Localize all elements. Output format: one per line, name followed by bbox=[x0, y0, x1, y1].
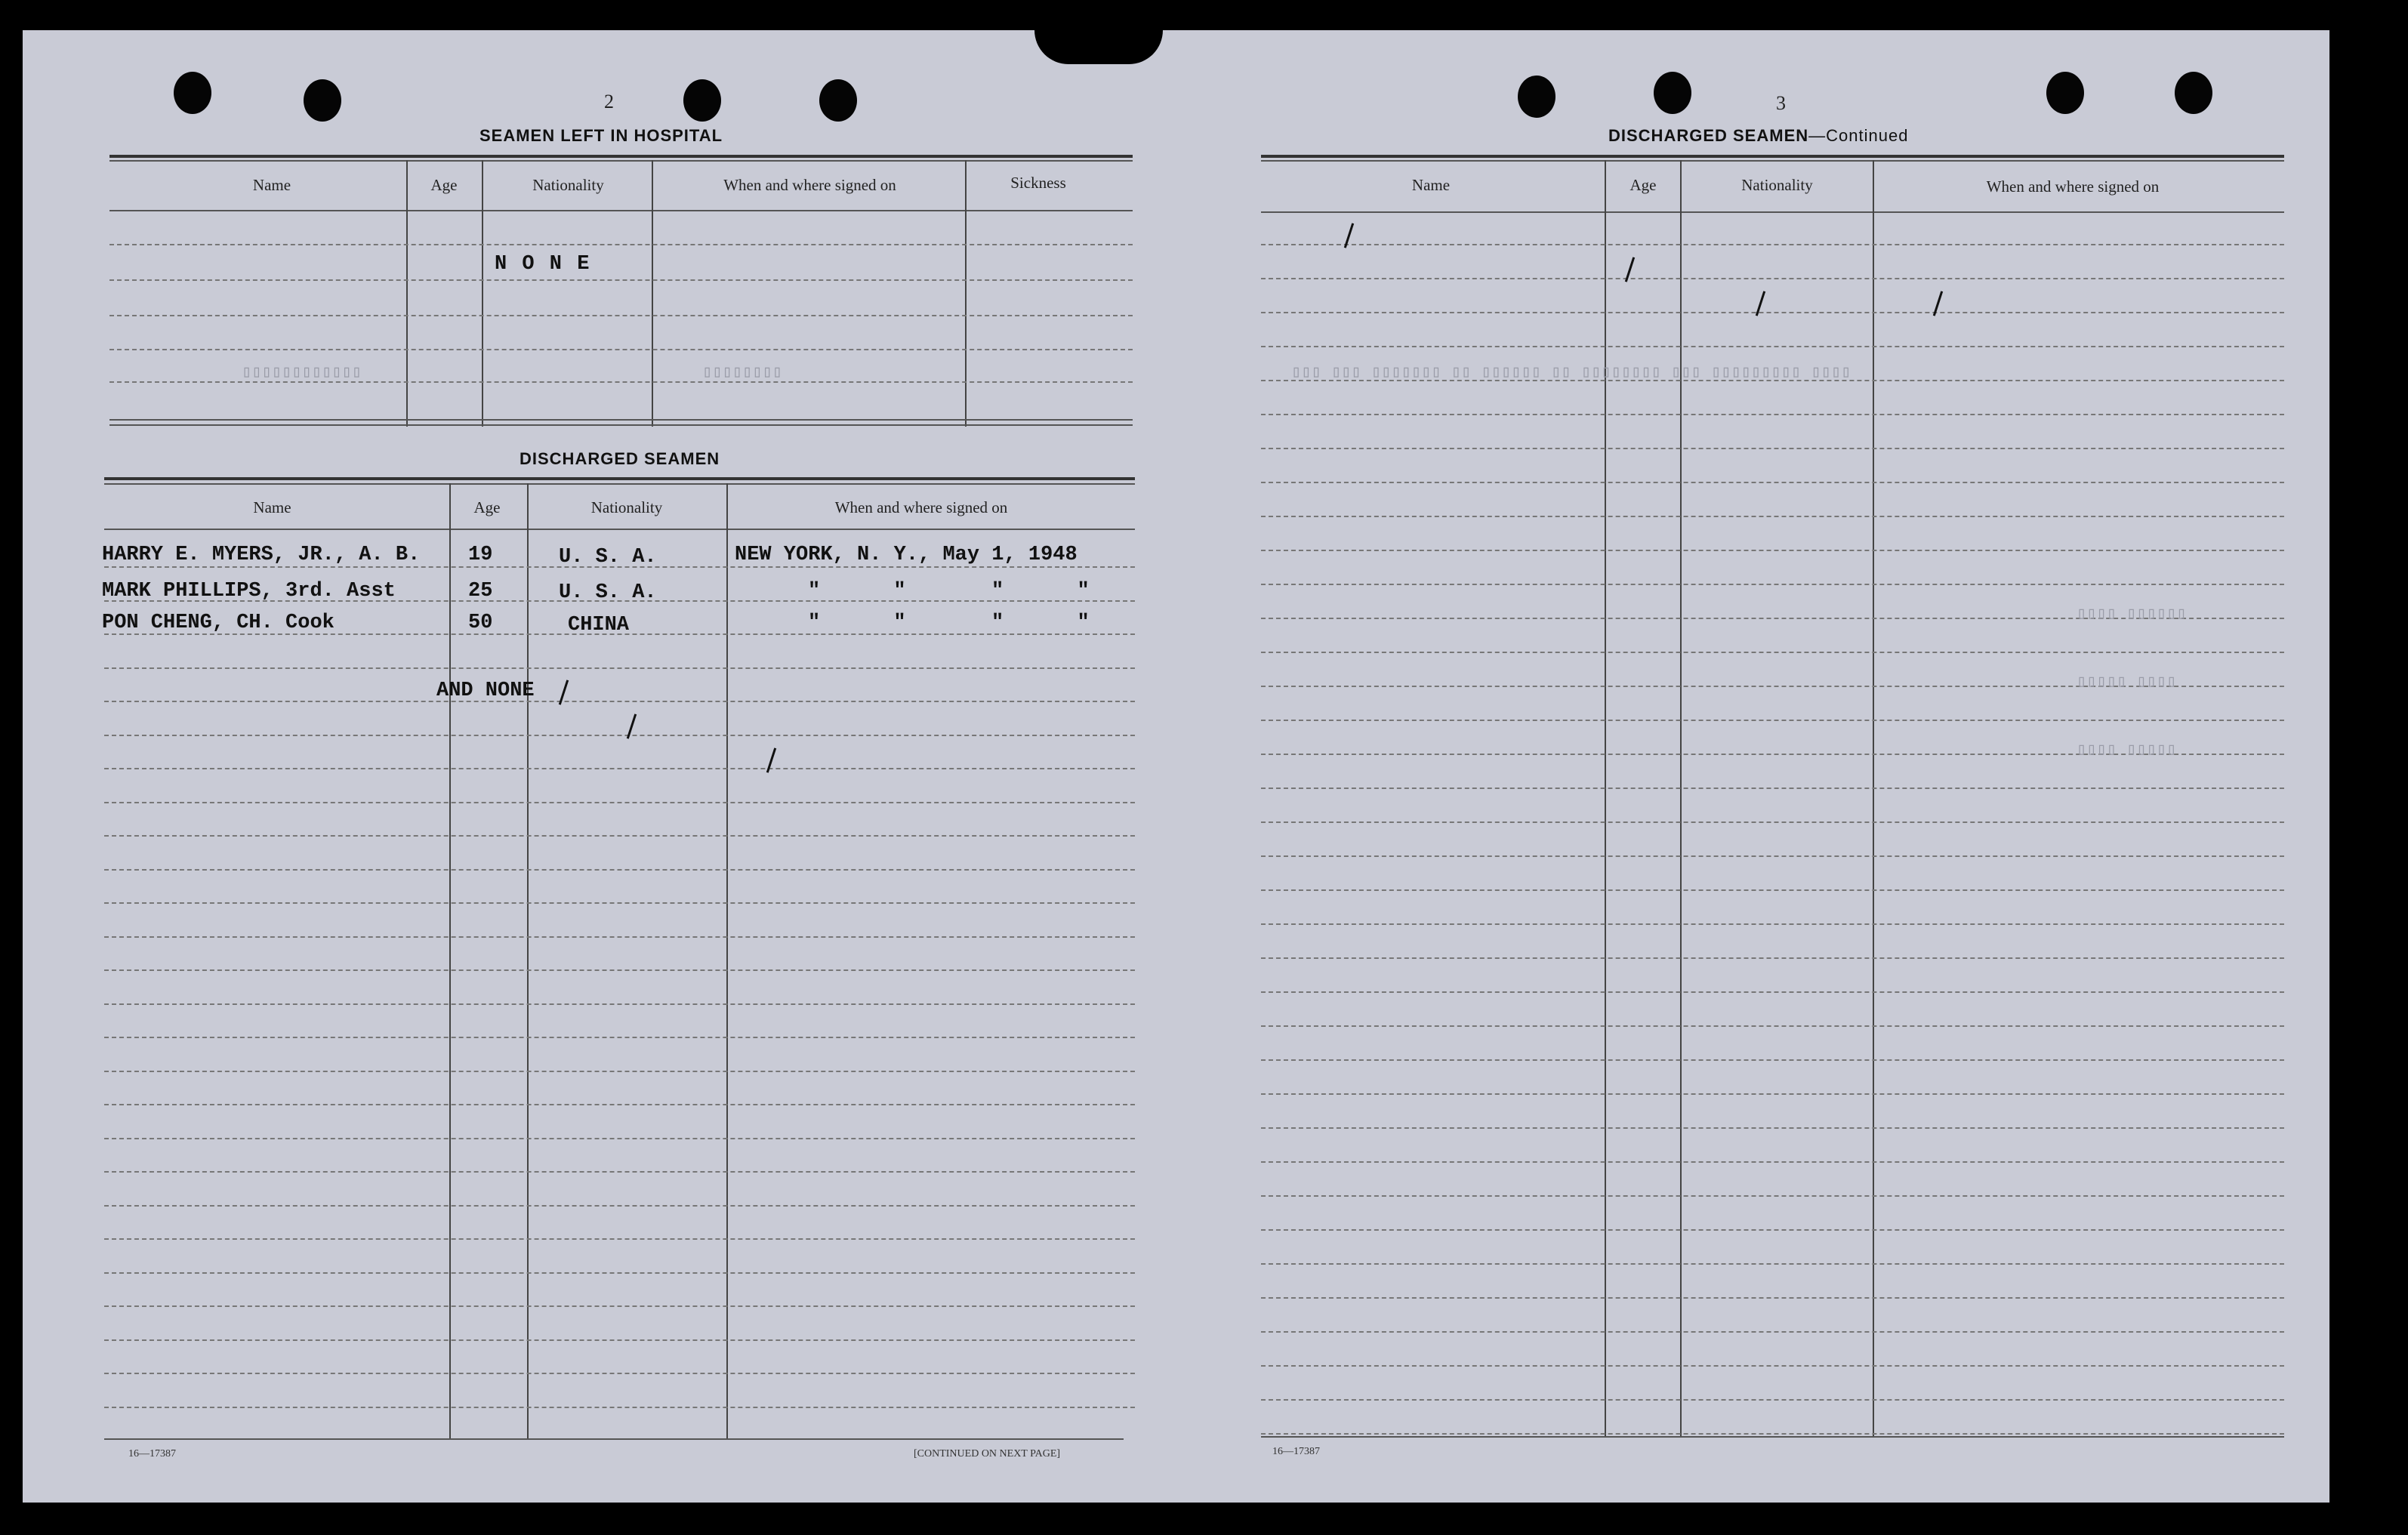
row-line bbox=[104, 1138, 1135, 1139]
row-line bbox=[104, 1407, 1135, 1408]
row-line bbox=[104, 768, 1135, 769]
row-line bbox=[1261, 1127, 2284, 1129]
row-line bbox=[1261, 414, 2284, 415]
form-number-left: 16—17387 bbox=[128, 1448, 176, 1459]
row-line bbox=[104, 835, 1135, 837]
row-line bbox=[104, 1373, 1135, 1374]
row-line bbox=[104, 1272, 1135, 1274]
discharged-row-signed: " " " " bbox=[808, 580, 1090, 603]
col-divider bbox=[652, 160, 653, 427]
row-line bbox=[1261, 1059, 2284, 1061]
discharged-row-age: 50 bbox=[468, 612, 493, 634]
row-line bbox=[104, 1305, 1135, 1307]
bleed-through-text: ▯▯▯▯▯ ▯▯▯▯ bbox=[2077, 673, 2177, 692]
row-line bbox=[104, 1037, 1135, 1038]
row-line bbox=[1261, 957, 2284, 959]
row-line bbox=[1261, 788, 2284, 789]
rule bbox=[109, 210, 1133, 211]
bleed-through-text: ▯▯▯▯▯▯▯▯▯▯▯▯ bbox=[242, 363, 362, 382]
row-line bbox=[1261, 346, 2284, 347]
row-line bbox=[1261, 584, 2284, 585]
discharged-row-signed: NEW YORK, N. Y., May 1, 1948 bbox=[735, 544, 1078, 566]
page-number-left: 2 bbox=[604, 91, 614, 113]
row-line bbox=[1261, 1195, 2284, 1197]
bleed-through-text: ▯▯▯▯ ▯▯▯▯▯▯ bbox=[2077, 605, 2187, 624]
rule bbox=[1261, 211, 2284, 213]
row-line bbox=[1261, 855, 2284, 857]
row-line bbox=[104, 735, 1135, 736]
hospital-col-sickness: Sickness bbox=[1010, 174, 1066, 192]
row-line bbox=[104, 1104, 1135, 1105]
right-col-name: Name bbox=[1411, 176, 1451, 194]
row-line bbox=[1261, 1025, 2284, 1027]
title-text: DISCHARGED SEAMEN bbox=[1608, 126, 1809, 145]
title-suffix: —Continued bbox=[1808, 126, 1909, 145]
row-line bbox=[1261, 889, 2284, 891]
row-line bbox=[1261, 550, 2284, 551]
hospital-col-age: Age bbox=[430, 176, 458, 194]
discharged-col-signed: When and where signed on bbox=[834, 498, 1008, 516]
row-line bbox=[104, 1003, 1135, 1005]
discharged-row-nationality: CHINA bbox=[568, 614, 630, 637]
rule bbox=[1261, 155, 2284, 158]
discharged-row-name: MARK PHILLIPS, 3rd. Asst bbox=[102, 580, 396, 603]
rule bbox=[109, 419, 1133, 421]
punch-hole bbox=[2046, 72, 2084, 114]
row-line bbox=[109, 349, 1133, 350]
row-line bbox=[1261, 1365, 2284, 1367]
row-line bbox=[104, 902, 1135, 904]
bleed-through-text: ▯▯▯ ▯▯▯ ▯▯▯▯▯▯▯ ▯▯ ▯▯▯▯▯▯ ▯▯ ▯▯▯▯▯▯▯▯ ▯▯▯ ▯▯▯▯▯▯▯▯▯ ▯▯▯▯ bbox=[1291, 363, 1851, 382]
row-line bbox=[104, 1171, 1135, 1173]
row-line bbox=[104, 802, 1135, 803]
discharged-row-nationality: U. S. A. bbox=[559, 546, 657, 569]
hospital-col-signed: When and where signed on bbox=[723, 176, 896, 194]
col-divider bbox=[449, 483, 451, 1438]
right-col-nationality: Nationality bbox=[1741, 176, 1813, 194]
page-number-right: 3 bbox=[1776, 92, 1786, 114]
row-line bbox=[1261, 1399, 2284, 1401]
discharged-title: DISCHARGED SEAMEN bbox=[520, 449, 720, 468]
row-line bbox=[109, 315, 1133, 316]
row-line bbox=[1261, 516, 2284, 517]
row-line bbox=[1261, 244, 2284, 245]
discharged-row-age: 25 bbox=[468, 580, 493, 603]
punch-hole bbox=[1654, 72, 1691, 114]
rule bbox=[109, 160, 1133, 162]
discharged-row-name: HARRY E. MYERS, JR., A. B. bbox=[102, 544, 421, 566]
punch-hole bbox=[304, 79, 341, 122]
row-line bbox=[1261, 1093, 2284, 1095]
rule bbox=[109, 155, 1133, 158]
row-line bbox=[1261, 1161, 2284, 1163]
row-line bbox=[1261, 278, 2284, 279]
punch-hole bbox=[819, 79, 857, 122]
discharged-row-name: PON CHENG, CH. Cook bbox=[102, 612, 335, 634]
row-line bbox=[104, 1339, 1135, 1341]
discharged-closing: AND NONE bbox=[436, 680, 535, 702]
bleed-through-text: ▯▯▯▯▯▯▯▯ bbox=[702, 363, 782, 382]
rule bbox=[1261, 160, 2284, 162]
hospital-col-nationality: Nationality bbox=[532, 176, 604, 194]
rule bbox=[104, 529, 1135, 530]
torn-edge bbox=[1034, 30, 1163, 64]
document-sheet bbox=[23, 30, 2329, 1503]
punch-hole bbox=[683, 79, 721, 122]
col-divider bbox=[1680, 160, 1682, 1436]
row-line bbox=[104, 1071, 1135, 1072]
discharged-col-nationality: Nationality bbox=[590, 498, 663, 516]
discharged-continued-title bbox=[1608, 126, 1908, 146]
col-divider bbox=[726, 483, 728, 1438]
punch-hole bbox=[2175, 72, 2212, 114]
col-divider bbox=[527, 483, 529, 1438]
discharged-col-name: Name bbox=[253, 498, 291, 516]
row-line bbox=[104, 936, 1135, 938]
row-line bbox=[1261, 1331, 2284, 1333]
row-line bbox=[1261, 991, 2284, 993]
col-divider bbox=[965, 160, 967, 427]
row-line bbox=[109, 244, 1133, 245]
row-line bbox=[1261, 312, 2284, 313]
discharged-col-age: Age bbox=[473, 498, 501, 516]
row-line bbox=[1261, 1297, 2284, 1299]
hospital-none-entry: N O N E bbox=[495, 253, 591, 276]
row-line bbox=[109, 279, 1133, 281]
rule bbox=[1261, 1436, 2284, 1438]
row-line bbox=[1261, 720, 2284, 721]
rule bbox=[104, 477, 1135, 480]
col-divider bbox=[1605, 160, 1606, 1436]
row-line bbox=[1261, 1433, 2284, 1435]
row-line bbox=[1261, 923, 2284, 925]
hospital-col-name: Name bbox=[252, 176, 291, 194]
hospital-title: SEAMEN LEFT IN HOSPITAL bbox=[479, 126, 723, 145]
continued-note: [CONTINUED ON NEXT PAGE] bbox=[914, 1448, 1061, 1459]
discharged-row-nationality: U. S. A. bbox=[559, 581, 657, 604]
row-line bbox=[104, 667, 1135, 669]
row-line bbox=[104, 1238, 1135, 1240]
row-line bbox=[1261, 821, 2284, 823]
rule bbox=[104, 1438, 1124, 1440]
col-divider bbox=[1873, 160, 1874, 1436]
bleed-through-text: ▯▯▯▯ ▯▯▯▯▯ bbox=[2077, 741, 2177, 760]
punch-hole bbox=[174, 72, 211, 114]
right-col-age: Age bbox=[1629, 176, 1657, 194]
discharged-row-signed: " " " " bbox=[808, 612, 1090, 634]
rule bbox=[109, 424, 1133, 426]
form-number-right: 16—17387 bbox=[1272, 1446, 1320, 1457]
row-line bbox=[1261, 482, 2284, 483]
row-line bbox=[1261, 1229, 2284, 1231]
discharged-row-age: 19 bbox=[468, 544, 493, 566]
col-divider bbox=[406, 160, 408, 427]
row-line bbox=[104, 969, 1135, 971]
right-col-signed: When and where signed on bbox=[1986, 177, 2160, 196]
row-line bbox=[104, 869, 1135, 871]
row-line bbox=[104, 1205, 1135, 1207]
col-divider bbox=[482, 160, 483, 427]
rule bbox=[104, 483, 1135, 485]
row-line bbox=[104, 701, 1135, 702]
row-line bbox=[1261, 448, 2284, 449]
row-line bbox=[1261, 1263, 2284, 1265]
punch-hole bbox=[1518, 76, 1555, 118]
row-line bbox=[1261, 652, 2284, 653]
